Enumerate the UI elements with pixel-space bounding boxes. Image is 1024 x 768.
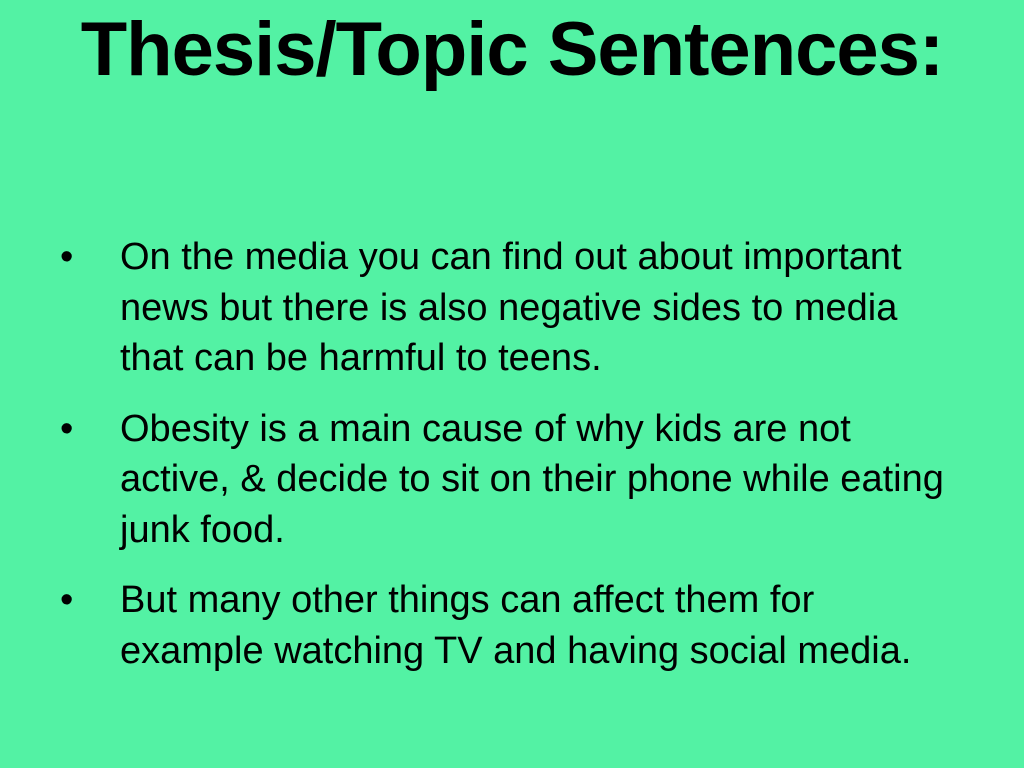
- list-item-text: Obesity is a main cause of why kids are not active, & decide to sit on their phone while eating junk food.: [120, 407, 944, 551]
- bullet-list: [48, 232, 948, 696]
- list-item-text: On the media you can find out about important news but there is also negative sides to media that can be harmful to teens.: [120, 236, 902, 380]
- bullet-point-icon: •: [60, 579, 74, 622]
- bullet-point-icon: •: [60, 236, 74, 278]
- list-item: [48, 575, 948, 676]
- bullet-point-icon: •: [60, 407, 74, 450]
- list-item: [48, 232, 948, 384]
- list-item-text: But many other things can affect them for example watching TV and having social media.: [120, 579, 912, 672]
- page-title: Thesis/Topic Sentences:: [80, 7, 944, 92]
- list-item: [48, 404, 948, 556]
